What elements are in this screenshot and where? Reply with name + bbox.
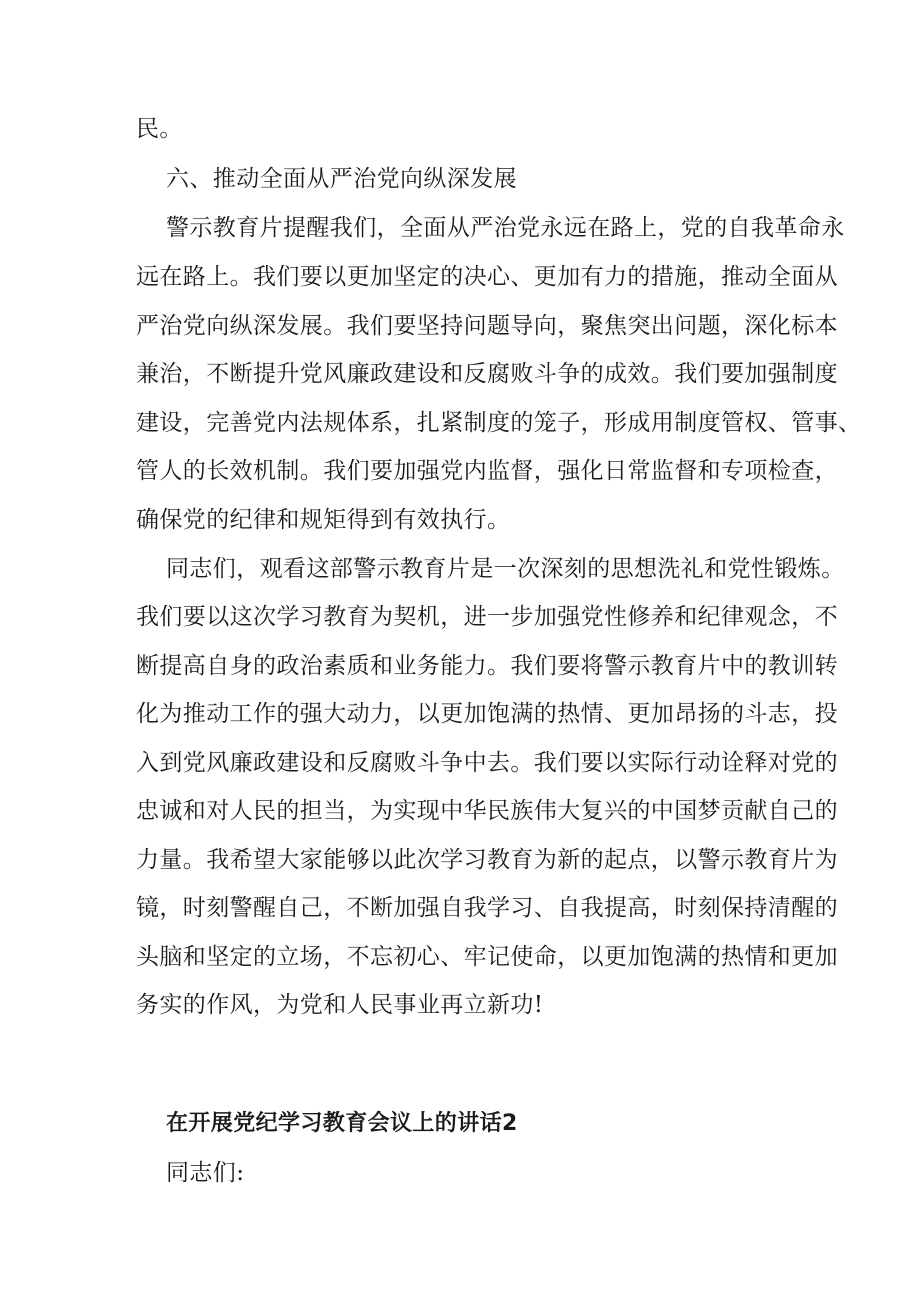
paragraph-line: 警示教育片提醒我们，全面从严治党永远在路上，党的自我革命永 <box>166 215 845 241</box>
paragraph-line: 兼治，不断提升党风廉政建设和反腐败斗争的成效。我们要加强制度 <box>136 361 838 387</box>
paragraph-line: 建设，完善党内法规体系，扎紧制度的笼子，形成用制度管权、管事、 <box>136 410 862 436</box>
paragraph-line: 管人的长效机制。我们要加强党内监督，强化日常监督和专项检查， <box>136 458 838 484</box>
paragraph-line: 镜，时刻警醒自己，不断加强自我学习、自我提高，时刻保持清醒的 <box>136 895 838 921</box>
paragraph-line: 化为推动工作的强大动力，以更加饱满的热情、更加昂扬的斗志，投 <box>136 701 838 727</box>
salutation: 同志们: <box>166 1160 245 1186</box>
paragraph-line: 忠诚和对人民的担当，为实现中华民族伟大复兴的中国梦贡献自己的 <box>136 798 838 824</box>
paragraph-line: 同志们，观看这部警示教育片是一次深刻的思想洗礼和党性锻炼。 <box>166 556 845 582</box>
paragraph-line: 入到党风廉政建设和反腐败斗争中去。我们要以实际行动诠释对党的 <box>136 750 838 776</box>
paragraph-line: 头脑和坚定的立场，不忘初心、牢记使命，以更加饱满的热情和更加 <box>136 944 838 970</box>
paragraph-line: 严治党向纵深发展。我们要坚持问题导向，聚焦突出问题，深化标本 <box>136 313 838 339</box>
paragraph-line: 力量。我希望大家能够以此次学习教育为新的起点，以警示教育片为 <box>136 847 838 873</box>
speech-title: 在开展党纪学习教育会议上的讲话2 <box>166 1111 518 1136</box>
section-heading: 六、推动全面从严治党向纵深发展 <box>166 166 517 192</box>
paragraph-line: 断提高自身的政治素质和业务能力。我们要将警示教育片中的教训转 <box>136 653 838 679</box>
paragraph-line: 确保党的纪律和规矩得到有效执行。 <box>136 507 511 533</box>
paragraph-line: 我们要以这次学习教育为契机，进一步加强党性修养和纪律观念，不 <box>136 604 838 630</box>
paragraph-line: 务实的作风，为党和人民事业再立新功! <box>136 992 544 1018</box>
paragraph-line: 远在路上。我们要以更加坚定的决心、更加有力的措施，推动全面从 <box>136 264 838 290</box>
prev-paragraph-tail: 民。 <box>136 116 183 142</box>
